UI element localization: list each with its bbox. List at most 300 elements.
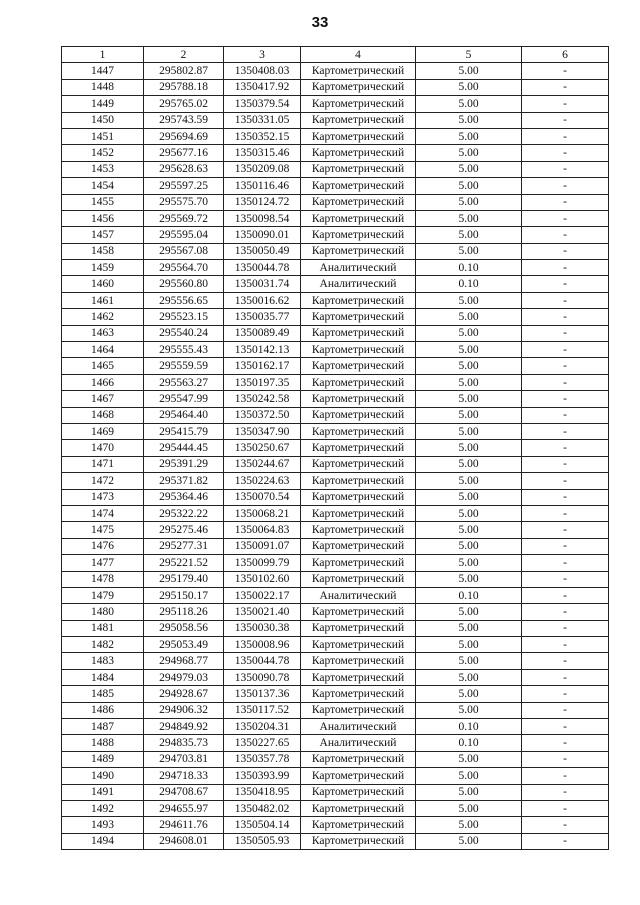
cell-x-coordinate: 295765.02 — [144, 96, 224, 112]
cell-point-number: 1458 — [62, 243, 144, 259]
cell-note: - — [522, 391, 609, 407]
cell-note: - — [522, 735, 609, 751]
cell-note: - — [522, 555, 609, 571]
cell-x-coordinate: 295118.26 — [144, 604, 224, 620]
table-row — [62, 768, 609, 784]
cell-point-number: 1453 — [62, 161, 144, 177]
cell-y-coordinate: 1350417.92 — [224, 79, 301, 95]
cell-x-coordinate: 295743.59 — [144, 112, 224, 128]
cell-x-coordinate: 295058.56 — [144, 620, 224, 636]
cell-method: Аналитический — [301, 587, 416, 603]
cell-method: Картометрический — [301, 653, 416, 669]
cell-y-coordinate: 1350098.54 — [224, 210, 301, 226]
cell-y-coordinate: 1350315.46 — [224, 145, 301, 161]
cell-note: - — [522, 571, 609, 587]
cell-method: Картометрический — [301, 473, 416, 489]
cell-note: - — [522, 768, 609, 784]
table-row — [62, 292, 609, 308]
cell-accuracy: 0.10 — [416, 260, 522, 276]
cell-method: Картометрический — [301, 407, 416, 423]
cell-method: Картометрический — [301, 112, 416, 128]
cell-y-coordinate: 1350244.67 — [224, 456, 301, 472]
cell-y-coordinate: 1350204.31 — [224, 719, 301, 735]
cell-note: - — [522, 325, 609, 341]
cell-method: Картометрический — [301, 96, 416, 112]
cell-method: Картометрический — [301, 686, 416, 702]
cell-accuracy: 5.00 — [416, 342, 522, 358]
cell-x-coordinate: 294835.73 — [144, 735, 224, 751]
table-row — [62, 112, 609, 128]
cell-point-number: 1460 — [62, 276, 144, 292]
table-row — [62, 440, 609, 456]
cell-method: Картометрический — [301, 63, 416, 79]
table-row — [62, 342, 609, 358]
cell-note: - — [522, 210, 609, 226]
cell-accuracy: 5.00 — [416, 292, 522, 308]
cell-note: - — [522, 637, 609, 653]
cell-x-coordinate: 295150.17 — [144, 587, 224, 603]
cell-method: Картометрический — [301, 751, 416, 767]
cell-accuracy: 5.00 — [416, 391, 522, 407]
cell-method: Картометрический — [301, 79, 416, 95]
cell-accuracy: 5.00 — [416, 161, 522, 177]
cell-method: Картометрический — [301, 768, 416, 784]
cell-note: - — [522, 96, 609, 112]
cell-point-number: 1491 — [62, 784, 144, 800]
cell-y-coordinate: 1350352.15 — [224, 128, 301, 144]
cell-y-coordinate: 1350099.79 — [224, 555, 301, 571]
cell-accuracy: 5.00 — [416, 489, 522, 505]
table-header-row — [62, 47, 609, 63]
cell-accuracy: 5.00 — [416, 325, 522, 341]
table-row — [62, 604, 609, 620]
cell-y-coordinate: 1350030.38 — [224, 620, 301, 636]
cell-accuracy: 5.00 — [416, 63, 522, 79]
cell-method: Картометрический — [301, 702, 416, 718]
cell-method: Картометрический — [301, 817, 416, 833]
cell-point-number: 1480 — [62, 604, 144, 620]
cell-x-coordinate: 295540.24 — [144, 325, 224, 341]
cell-accuracy: 5.00 — [416, 669, 522, 685]
cell-point-number: 1485 — [62, 686, 144, 702]
table-row — [62, 620, 609, 636]
table-body — [62, 63, 609, 850]
cell-method: Картометрический — [301, 604, 416, 620]
cell-accuracy: 5.00 — [416, 374, 522, 390]
cell-x-coordinate: 295221.52 — [144, 555, 224, 571]
cell-point-number: 1447 — [62, 63, 144, 79]
cell-y-coordinate: 1350031.74 — [224, 276, 301, 292]
cell-accuracy: 5.00 — [416, 79, 522, 95]
cell-x-coordinate: 295322.22 — [144, 505, 224, 521]
cell-point-number: 1474 — [62, 505, 144, 521]
cell-point-number: 1450 — [62, 112, 144, 128]
cell-x-coordinate: 294928.67 — [144, 686, 224, 702]
cell-y-coordinate: 1350090.78 — [224, 669, 301, 685]
cell-y-coordinate: 1350250.67 — [224, 440, 301, 456]
cell-x-coordinate: 295575.70 — [144, 194, 224, 210]
cell-point-number: 1470 — [62, 440, 144, 456]
cell-accuracy: 5.00 — [416, 555, 522, 571]
cell-note: - — [522, 260, 609, 276]
cell-note: - — [522, 751, 609, 767]
cell-point-number: 1467 — [62, 391, 144, 407]
cell-x-coordinate: 295364.46 — [144, 489, 224, 505]
cell-note: - — [522, 620, 609, 636]
cell-accuracy: 0.10 — [416, 587, 522, 603]
cell-x-coordinate: 294979.03 — [144, 669, 224, 685]
table-row — [62, 505, 609, 521]
cell-note: - — [522, 833, 609, 849]
cell-y-coordinate: 1350408.03 — [224, 63, 301, 79]
cell-x-coordinate: 295555.43 — [144, 342, 224, 358]
cell-note: - — [522, 227, 609, 243]
cell-x-coordinate: 295391.29 — [144, 456, 224, 472]
cell-note: - — [522, 473, 609, 489]
table-row — [62, 276, 609, 292]
cell-point-number: 1466 — [62, 374, 144, 390]
cell-method: Картометрический — [301, 227, 416, 243]
cell-method: Картометрический — [301, 342, 416, 358]
cell-point-number: 1490 — [62, 768, 144, 784]
cell-x-coordinate: 295802.87 — [144, 63, 224, 79]
cell-method: Картометрический — [301, 620, 416, 636]
cell-point-number: 1489 — [62, 751, 144, 767]
page-number: 33 — [311, 14, 329, 31]
cell-x-coordinate: 295694.69 — [144, 128, 224, 144]
table-row — [62, 178, 609, 194]
cell-y-coordinate: 1350102.60 — [224, 571, 301, 587]
table-row — [62, 227, 609, 243]
cell-method: Аналитический — [301, 719, 416, 735]
cell-point-number: 1454 — [62, 178, 144, 194]
cell-y-coordinate: 1350091.07 — [224, 538, 301, 554]
cell-accuracy: 5.00 — [416, 817, 522, 833]
cell-point-number: 1456 — [62, 210, 144, 226]
cell-accuracy: 5.00 — [416, 440, 522, 456]
cell-y-coordinate: 1350044.78 — [224, 260, 301, 276]
cell-y-coordinate: 1350209.08 — [224, 161, 301, 177]
cell-note: - — [522, 79, 609, 95]
cell-point-number: 1475 — [62, 522, 144, 538]
column-header: 3 — [224, 47, 301, 63]
cell-x-coordinate: 295053.49 — [144, 637, 224, 653]
cell-accuracy: 5.00 — [416, 653, 522, 669]
cell-point-number: 1468 — [62, 407, 144, 423]
cell-y-coordinate: 1350393.99 — [224, 768, 301, 784]
cell-point-number: 1465 — [62, 358, 144, 374]
cell-x-coordinate: 294655.97 — [144, 800, 224, 816]
cell-note: - — [522, 358, 609, 374]
cell-accuracy: 5.00 — [416, 571, 522, 587]
table-row — [62, 555, 609, 571]
cell-accuracy: 5.00 — [416, 210, 522, 226]
table-row — [62, 391, 609, 407]
cell-note: - — [522, 604, 609, 620]
cell-accuracy: 5.00 — [416, 473, 522, 489]
cell-accuracy: 5.00 — [416, 833, 522, 849]
table-row — [62, 571, 609, 587]
cell-x-coordinate: 295567.08 — [144, 243, 224, 259]
cell-point-number: 1478 — [62, 571, 144, 587]
column-header: 5 — [416, 47, 522, 63]
table-row — [62, 538, 609, 554]
cell-method: Картометрический — [301, 194, 416, 210]
table-row — [62, 587, 609, 603]
cell-accuracy: 5.00 — [416, 423, 522, 439]
table-row — [62, 784, 609, 800]
cell-method: Картометрический — [301, 309, 416, 325]
cell-method: Картометрический — [301, 391, 416, 407]
cell-method: Картометрический — [301, 505, 416, 521]
cell-x-coordinate: 295275.46 — [144, 522, 224, 538]
table-row — [62, 456, 609, 472]
cell-point-number: 1486 — [62, 702, 144, 718]
cell-note: - — [522, 342, 609, 358]
cell-accuracy: 5.00 — [416, 686, 522, 702]
table-row — [62, 161, 609, 177]
cell-method: Картометрический — [301, 669, 416, 685]
cell-y-coordinate: 1350068.21 — [224, 505, 301, 521]
cell-point-number: 1488 — [62, 735, 144, 751]
cell-note: - — [522, 423, 609, 439]
cell-y-coordinate: 1350331.05 — [224, 112, 301, 128]
cell-method: Картометрический — [301, 161, 416, 177]
cell-note: - — [522, 161, 609, 177]
cell-y-coordinate: 1350070.54 — [224, 489, 301, 505]
cell-method: Картометрический — [301, 374, 416, 390]
cell-note: - — [522, 538, 609, 554]
cell-x-coordinate: 295788.18 — [144, 79, 224, 95]
cell-method: Картометрический — [301, 210, 416, 226]
cell-note: - — [522, 784, 609, 800]
table-row — [62, 407, 609, 423]
cell-x-coordinate: 294611.76 — [144, 817, 224, 833]
cell-method: Аналитический — [301, 276, 416, 292]
cell-method: Картометрический — [301, 440, 416, 456]
cell-accuracy: 5.00 — [416, 407, 522, 423]
cell-method: Картометрический — [301, 555, 416, 571]
cell-point-number: 1457 — [62, 227, 144, 243]
cell-x-coordinate: 295560.80 — [144, 276, 224, 292]
cell-accuracy: 5.00 — [416, 145, 522, 161]
cell-method: Картометрический — [301, 571, 416, 587]
cell-note: - — [522, 128, 609, 144]
cell-x-coordinate: 295547.99 — [144, 391, 224, 407]
cell-note: - — [522, 243, 609, 259]
cell-accuracy: 5.00 — [416, 309, 522, 325]
cell-note: - — [522, 522, 609, 538]
table-row — [62, 817, 609, 833]
cell-accuracy: 5.00 — [416, 358, 522, 374]
cell-point-number: 1487 — [62, 719, 144, 735]
cell-point-number: 1477 — [62, 555, 144, 571]
cell-note: - — [522, 817, 609, 833]
cell-point-number: 1472 — [62, 473, 144, 489]
cell-note: - — [522, 309, 609, 325]
cell-note: - — [522, 63, 609, 79]
table-row — [62, 669, 609, 685]
table-row — [62, 653, 609, 669]
cell-y-coordinate: 1350022.17 — [224, 587, 301, 603]
cell-method: Картометрический — [301, 538, 416, 554]
cell-accuracy: 5.00 — [416, 800, 522, 816]
cell-x-coordinate: 295371.82 — [144, 473, 224, 489]
cell-y-coordinate: 1350035.77 — [224, 309, 301, 325]
cell-x-coordinate: 295464.40 — [144, 407, 224, 423]
cell-note: - — [522, 800, 609, 816]
cell-note: - — [522, 456, 609, 472]
cell-point-number: 1464 — [62, 342, 144, 358]
cell-y-coordinate: 1350162.17 — [224, 358, 301, 374]
cell-x-coordinate: 295523.15 — [144, 309, 224, 325]
cell-point-number: 1476 — [62, 538, 144, 554]
table-row — [62, 79, 609, 95]
cell-point-number: 1482 — [62, 637, 144, 653]
cell-note: - — [522, 292, 609, 308]
cell-method: Аналитический — [301, 260, 416, 276]
cell-note: - — [522, 686, 609, 702]
cell-method: Картометрический — [301, 358, 416, 374]
table-row — [62, 145, 609, 161]
cell-accuracy: 5.00 — [416, 178, 522, 194]
table-row — [62, 751, 609, 767]
cell-accuracy: 0.10 — [416, 719, 522, 735]
cell-method: Картометрический — [301, 800, 416, 816]
table-row — [62, 243, 609, 259]
cell-x-coordinate: 295564.70 — [144, 260, 224, 276]
cell-y-coordinate: 1350379.54 — [224, 96, 301, 112]
cell-method: Картометрический — [301, 423, 416, 439]
cell-point-number: 1448 — [62, 79, 144, 95]
cell-accuracy: 5.00 — [416, 538, 522, 554]
cell-point-number: 1452 — [62, 145, 144, 161]
table-row — [62, 735, 609, 751]
cell-point-number: 1479 — [62, 587, 144, 603]
table-row — [62, 63, 609, 79]
cell-accuracy: 5.00 — [416, 751, 522, 767]
cell-method: Картометрический — [301, 489, 416, 505]
cell-x-coordinate: 295559.59 — [144, 358, 224, 374]
cell-note: - — [522, 194, 609, 210]
cell-point-number: 1483 — [62, 653, 144, 669]
cell-point-number: 1494 — [62, 833, 144, 849]
cell-y-coordinate: 1350064.83 — [224, 522, 301, 538]
cell-accuracy: 5.00 — [416, 702, 522, 718]
cell-y-coordinate: 1350090.01 — [224, 227, 301, 243]
cell-point-number: 1492 — [62, 800, 144, 816]
table-row — [62, 522, 609, 538]
cell-y-coordinate: 1350117.52 — [224, 702, 301, 718]
table-row — [62, 210, 609, 226]
cell-accuracy: 5.00 — [416, 522, 522, 538]
cell-method: Картометрический — [301, 243, 416, 259]
cell-method: Картометрический — [301, 292, 416, 308]
cell-x-coordinate: 295595.04 — [144, 227, 224, 243]
table-row — [62, 702, 609, 718]
cell-x-coordinate: 295277.31 — [144, 538, 224, 554]
cell-y-coordinate: 1350116.46 — [224, 178, 301, 194]
cell-note: - — [522, 440, 609, 456]
cell-accuracy: 0.10 — [416, 735, 522, 751]
cell-point-number: 1459 — [62, 260, 144, 276]
cell-method: Картометрический — [301, 128, 416, 144]
cell-y-coordinate: 1350021.40 — [224, 604, 301, 620]
cell-x-coordinate: 295556.65 — [144, 292, 224, 308]
coordinates-table — [61, 46, 609, 850]
cell-y-coordinate: 1350347.90 — [224, 423, 301, 439]
cell-y-coordinate: 1350482.02 — [224, 800, 301, 816]
cell-x-coordinate: 295563.27 — [144, 374, 224, 390]
table-row — [62, 423, 609, 439]
cell-x-coordinate: 295597.25 — [144, 178, 224, 194]
cell-accuracy: 5.00 — [416, 227, 522, 243]
cell-y-coordinate: 1350418.95 — [224, 784, 301, 800]
cell-note: - — [522, 276, 609, 292]
cell-point-number: 1481 — [62, 620, 144, 636]
table-row — [62, 833, 609, 849]
cell-y-coordinate: 1350197.35 — [224, 374, 301, 390]
table-row — [62, 637, 609, 653]
cell-point-number: 1493 — [62, 817, 144, 833]
cell-method: Картометрический — [301, 637, 416, 653]
cell-point-number: 1463 — [62, 325, 144, 341]
table-row — [62, 473, 609, 489]
cell-x-coordinate: 295179.40 — [144, 571, 224, 587]
table-row — [62, 325, 609, 341]
cell-x-coordinate: 295569.72 — [144, 210, 224, 226]
cell-point-number: 1462 — [62, 309, 144, 325]
cell-accuracy: 5.00 — [416, 637, 522, 653]
cell-y-coordinate: 1350050.49 — [224, 243, 301, 259]
cell-method: Аналитический — [301, 735, 416, 751]
cell-accuracy: 5.00 — [416, 456, 522, 472]
cell-y-coordinate: 1350224.63 — [224, 473, 301, 489]
cell-note: - — [522, 489, 609, 505]
cell-accuracy: 5.00 — [416, 243, 522, 259]
table-row — [62, 260, 609, 276]
cell-y-coordinate: 1350124.72 — [224, 194, 301, 210]
cell-method: Картометрический — [301, 833, 416, 849]
table-row — [62, 309, 609, 325]
cell-y-coordinate: 1350016.62 — [224, 292, 301, 308]
cell-note: - — [522, 702, 609, 718]
cell-x-coordinate: 295677.16 — [144, 145, 224, 161]
cell-point-number: 1473 — [62, 489, 144, 505]
cell-x-coordinate: 294708.67 — [144, 784, 224, 800]
cell-y-coordinate: 1350242.58 — [224, 391, 301, 407]
cell-method: Картометрический — [301, 522, 416, 538]
cell-y-coordinate: 1350504.14 — [224, 817, 301, 833]
cell-point-number: 1455 — [62, 194, 144, 210]
cell-accuracy: 5.00 — [416, 768, 522, 784]
cell-accuracy: 5.00 — [416, 620, 522, 636]
table-row — [62, 194, 609, 210]
cell-note: - — [522, 653, 609, 669]
cell-y-coordinate: 1350227.65 — [224, 735, 301, 751]
table-row — [62, 374, 609, 390]
cell-x-coordinate: 294906.32 — [144, 702, 224, 718]
cell-point-number: 1449 — [62, 96, 144, 112]
cell-note: - — [522, 505, 609, 521]
cell-x-coordinate: 295628.63 — [144, 161, 224, 177]
cell-method: Картометрический — [301, 456, 416, 472]
cell-x-coordinate: 294849.92 — [144, 719, 224, 735]
table-row — [62, 686, 609, 702]
cell-note: - — [522, 178, 609, 194]
cell-point-number: 1471 — [62, 456, 144, 472]
cell-point-number: 1469 — [62, 423, 144, 439]
